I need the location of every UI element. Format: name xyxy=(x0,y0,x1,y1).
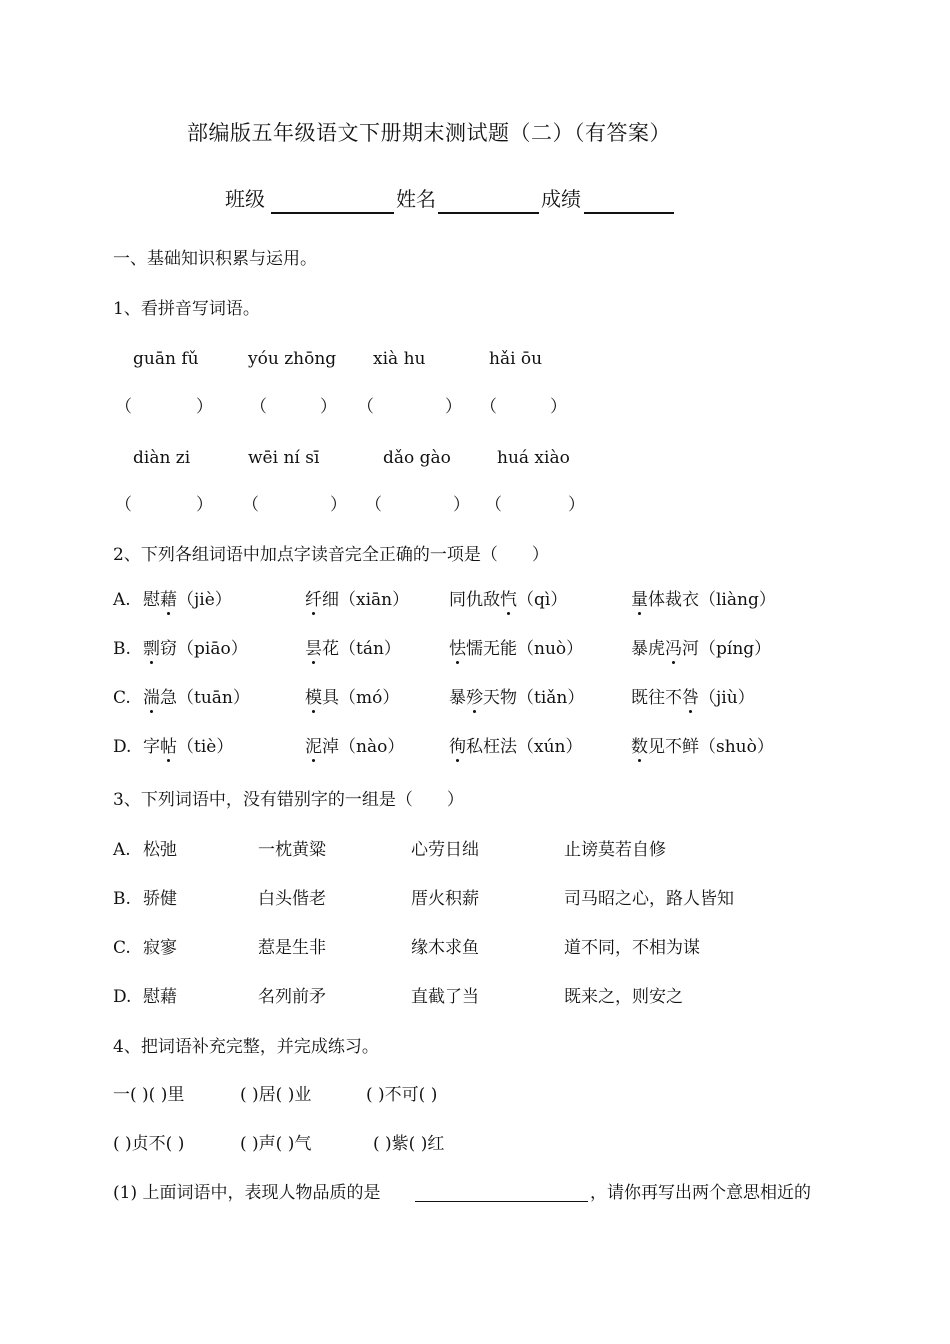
paren-close: ） xyxy=(445,397,462,417)
question-2-prompt: 2、下列各组词语中加点字读音完全正确的一项是（ ） xyxy=(113,545,549,565)
option-item: 数见不鲜（shuò） xyxy=(631,737,774,757)
option-word: 寂寥 xyxy=(143,938,177,958)
paren-open: （ xyxy=(242,495,259,515)
section-heading: 一、基础知识积累与运用。 xyxy=(113,249,317,269)
question-3-prompt: 3、下列词语中，没有错别字的一组是（ ） xyxy=(113,790,464,810)
sub-question-1-continued: ，请你再写出两个意思相近的 xyxy=(590,1183,811,1203)
pinyin-item: hǎi ōu xyxy=(489,349,543,369)
option-word: 直截了当 xyxy=(411,987,479,1007)
class-field[interactable] xyxy=(271,212,394,214)
option-word: 慰藉 xyxy=(143,987,177,1007)
option-word: 道不同，不相为谋 xyxy=(564,938,700,958)
option-item: 暴虎冯河（píng） xyxy=(631,639,772,659)
option-letter: B. xyxy=(113,889,131,909)
score-label: 成绩 xyxy=(541,187,581,211)
option-letter: B. xyxy=(113,639,131,659)
paren-open: （ xyxy=(115,397,132,417)
option-item: 昙花（tán） xyxy=(305,639,401,659)
option-item: 徇私枉法（xún） xyxy=(449,737,583,757)
option-letter: C. xyxy=(113,688,131,708)
option-item: 既往不咎（jiù） xyxy=(631,688,755,708)
fill-idiom: 一( )( )里 xyxy=(113,1085,185,1105)
option-letter: C. xyxy=(113,938,131,958)
option-item: 怯懦无能（nuò） xyxy=(449,639,584,659)
option-word: 松弛 xyxy=(143,840,177,860)
option-item: 字帖（tiè） xyxy=(143,737,234,757)
pinyin-item: yóu zhōng xyxy=(248,349,337,369)
paren-close: ） xyxy=(320,397,337,417)
paren-open: （ xyxy=(480,397,497,417)
option-word: 司马昭之心，路人皆知 xyxy=(564,889,734,909)
option-item: 剽窃（piāo） xyxy=(143,639,248,659)
paren-open: （ xyxy=(115,495,132,515)
option-word: 惹是生非 xyxy=(258,938,326,958)
option-item: 暴殄天物（tiǎn） xyxy=(449,688,585,708)
paren-close: ） xyxy=(330,495,347,515)
pinyin-item: diàn zi xyxy=(133,448,191,468)
pinyin-item: xià hu xyxy=(373,349,426,369)
paren-open: （ xyxy=(365,495,382,515)
option-item: 泥淖（nào） xyxy=(305,737,405,757)
pinyin-item: guān fǔ xyxy=(133,349,199,369)
question-4-prompt: 4、把词语补充完整，并完成练习。 xyxy=(113,1037,379,1057)
option-letter: A. xyxy=(113,840,131,860)
option-word: 厝火积薪 xyxy=(411,889,479,909)
fill-idiom: ( )贞不( ) xyxy=(113,1134,185,1154)
fill-idiom: ( )居( )业 xyxy=(240,1085,312,1105)
option-item: 模具（mó） xyxy=(305,688,400,708)
paren-close: ） xyxy=(196,495,213,515)
name-label: 姓名 xyxy=(396,187,436,211)
paren-open: （ xyxy=(485,495,502,515)
question-1-prompt: 1、看拼音写词语。 xyxy=(113,299,260,319)
pinyin-item: huá xiào xyxy=(497,448,570,468)
option-item: 纤细（xiān） xyxy=(305,590,410,610)
option-item: 湍急（tuān） xyxy=(143,688,250,708)
option-letter: D. xyxy=(113,737,132,757)
option-word: 止谤莫若自修 xyxy=(564,840,666,860)
page-title: 部编版五年级语文下册期末测试题（二）（有答案） xyxy=(187,121,671,145)
option-item: 同仇敌忾（qì） xyxy=(449,590,568,610)
option-word: 名列前矛 xyxy=(258,987,326,1007)
fill-idiom: ( )不可( ) xyxy=(366,1085,438,1105)
option-word: 缘木求鱼 xyxy=(411,938,479,958)
paren-close: ） xyxy=(196,397,213,417)
pinyin-item: dǎo gào xyxy=(383,448,451,468)
fill-idiom: ( )声( )气 xyxy=(240,1134,312,1154)
option-word: 一枕黄粱 xyxy=(258,840,326,860)
paren-close: ） xyxy=(550,397,567,417)
paren-close: ） xyxy=(453,495,470,515)
paren-open: （ xyxy=(250,397,267,417)
paren-open: （ xyxy=(357,397,374,417)
option-word: 白头偕老 xyxy=(258,889,326,909)
option-word: 心劳日绌 xyxy=(411,840,479,860)
sub-question-1: (1) 上面词语中，表现人物品质的是 xyxy=(113,1183,381,1203)
answer-blank[interactable] xyxy=(415,1201,588,1202)
option-item: 慰藉（jiè） xyxy=(143,590,232,610)
fill-idiom: ( )紫( )红 xyxy=(373,1134,445,1154)
option-item: 量体裁衣（liàng） xyxy=(631,590,776,610)
option-word: 骄健 xyxy=(143,889,177,909)
name-field[interactable] xyxy=(438,212,539,214)
option-word: 既来之，则安之 xyxy=(564,987,683,1007)
class-label: 班级 xyxy=(225,187,265,211)
score-field[interactable] xyxy=(584,212,674,214)
paren-close: ） xyxy=(568,495,585,515)
option-letter: D. xyxy=(113,987,132,1007)
pinyin-item: wēi ní sī xyxy=(248,448,320,468)
option-letter: A. xyxy=(113,590,131,610)
